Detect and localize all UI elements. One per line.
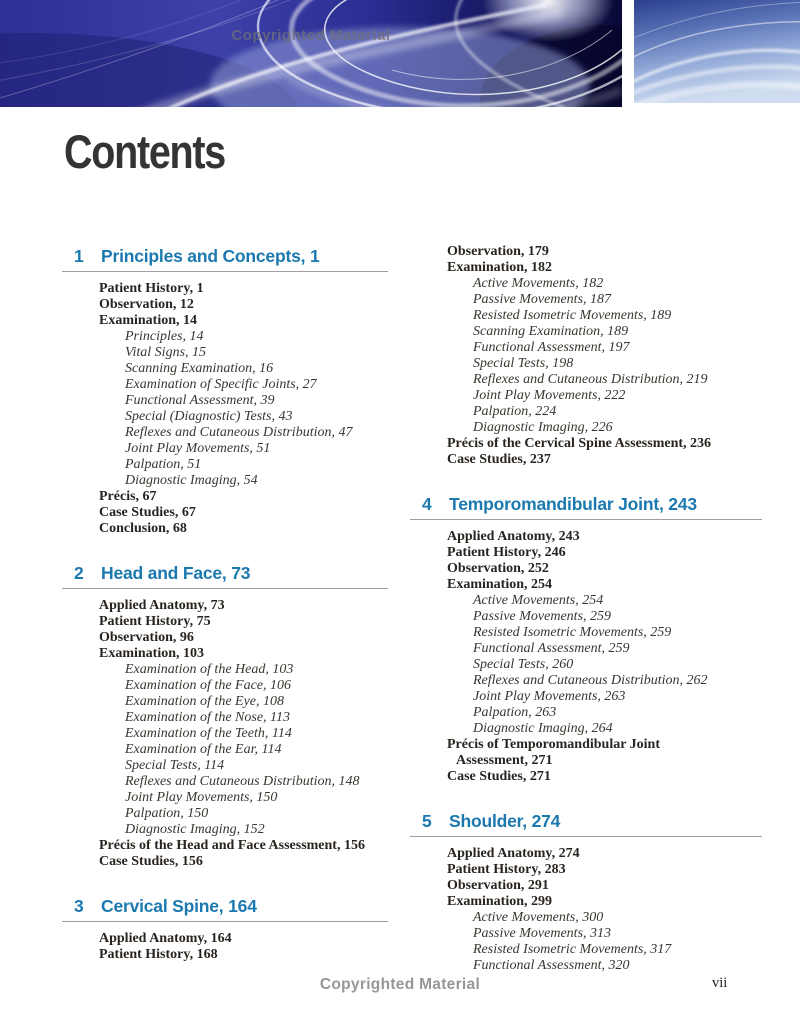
toc-entry: Examination of the Ear, 114 (125, 742, 282, 757)
toc-entry: Palpation, 150 (125, 806, 209, 821)
copyright-watermark-bottom: Copyrighted Material (319, 976, 481, 993)
toc-entry: Applied Anatomy, 73 (99, 598, 225, 613)
toc-entry: Joint Play Movements, 222 (473, 388, 626, 403)
chapter-heading (62, 896, 388, 922)
toc-entry: Scanning Examination, 16 (125, 361, 274, 376)
toc-entry: Palpation, 263 (473, 705, 557, 720)
toc-entry: Examination, 254 (447, 577, 553, 592)
toc-entry: Examination of Specific Joints, 27 (125, 377, 317, 392)
toc-entry: Special Tests, 198 (473, 356, 574, 371)
chapter-number: 5 (422, 811, 432, 831)
toc-entry: Examination, 103 (99, 646, 205, 661)
chapter-number: 3 (74, 896, 84, 916)
chapter-number: 2 (74, 563, 84, 583)
toc-entry: Active Movements, 254 (473, 593, 604, 608)
toc-entry: Examination, 182 (447, 260, 553, 275)
toc-entry: Palpation, 51 (125, 457, 202, 472)
toc-entry: Resisted Isometric Movements, 317 (473, 942, 672, 957)
toc-entry: Observation, 179 (447, 244, 549, 259)
toc-entry: Examination of the Nose, 113 (125, 710, 290, 725)
toc-entry: Observation, 291 (447, 878, 549, 893)
toc-entry: Examination of the Eye, 108 (125, 694, 285, 709)
toc-entry: Resisted Isometric Movements, 189 (473, 308, 672, 323)
chapter-title: Principles and Concepts, 1 (101, 246, 320, 266)
copyright-watermark-top: Copyrighted Material (231, 27, 391, 44)
toc-entry: Conclusion, 68 (99, 521, 187, 536)
toc-entry: Patient History, 168 (99, 947, 218, 962)
toc-entry: Passive Movements, 259 (473, 609, 612, 624)
toc-entry: Reflexes and Cutaneous Distribution, 148 (125, 774, 360, 789)
toc-entry: Applied Anatomy, 164 (99, 931, 232, 946)
toc-entry: Joint Play Movements, 51 (125, 441, 271, 456)
toc-entry: Patient History, 1 (99, 281, 204, 296)
chapter-heading (410, 811, 762, 837)
toc-entry: Examination of the Head, 103 (125, 662, 294, 677)
toc-entry: Diagnostic Imaging, 54 (125, 473, 258, 488)
toc-entry: Functional Assessment, 320 (473, 958, 630, 973)
toc-entry: Applied Anatomy, 274 (447, 846, 580, 861)
toc-entry: Reflexes and Cutaneous Distribution, 47 (125, 425, 353, 440)
header-artwork-right (634, 0, 800, 103)
toc-entry: Functional Assessment, 197 (473, 340, 630, 355)
toc-entry: Observation, 96 (99, 630, 194, 645)
toc-entry: Observation, 252 (447, 561, 549, 576)
toc-entry: Palpation, 224 (473, 404, 557, 419)
toc-entry: Observation, 12 (99, 297, 194, 312)
toc-entry: Diagnostic Imaging, 226 (473, 420, 613, 435)
toc-column-left (62, 246, 388, 963)
chapter-heading (62, 563, 388, 589)
toc-entry: Case Studies, 67 (99, 505, 196, 520)
toc-entry: Patient History, 75 (99, 614, 211, 629)
toc-entry: Active Movements, 182 (473, 276, 604, 291)
toc-entry: Reflexes and Cutaneous Distribution, 262 (473, 673, 708, 688)
toc-entry: Patient History, 246 (447, 545, 566, 560)
toc-entry: Case Studies, 156 (99, 854, 203, 869)
toc-entry: Examination, 299 (447, 894, 553, 909)
toc-entry: Passive Movements, 187 (473, 292, 612, 307)
toc-entry: Précis of the Head and Face Assessment, 156 (99, 838, 365, 853)
toc-entry: Resisted Isometric Movements, 259 (473, 625, 672, 640)
toc-entry: Assessment, 271 (456, 753, 553, 768)
toc-entry: Joint Play Movements, 263 (473, 689, 626, 704)
toc-entry: Diagnostic Imaging, 264 (473, 721, 613, 736)
toc-entry: Précis, 67 (99, 489, 157, 504)
toc-entry: Principles, 14 (125, 329, 204, 344)
toc-entry: Functional Assessment, 39 (125, 393, 275, 408)
chapter-title: Cervical Spine, 164 (101, 896, 257, 916)
chapter-number: 4 (422, 494, 432, 514)
chapter-title: Shoulder, 274 (449, 811, 561, 831)
toc-entry: Scanning Examination, 189 (473, 324, 629, 339)
toc-entry: Reflexes and Cutaneous Distribution, 219 (473, 372, 708, 387)
header-artwork-main (0, 0, 622, 107)
toc-entry: Patient History, 283 (447, 862, 566, 877)
page-number: vii (712, 975, 728, 991)
toc-entry: Joint Play Movements, 150 (125, 790, 278, 805)
toc-entry: Special Tests, 114 (125, 758, 225, 773)
toc-entry: Précis of the Cervical Spine Assessment, 236 (447, 436, 712, 451)
toc-entry: Vital Signs, 15 (125, 345, 207, 360)
toc-entry: Diagnostic Imaging, 152 (125, 822, 265, 837)
toc-entry: Passive Movements, 313 (473, 926, 612, 941)
toc-column-right (410, 244, 762, 974)
toc-entry: Précis of Temporomandibular Joint (447, 737, 661, 752)
toc-entry: Examination of the Teeth, 114 (125, 726, 292, 741)
toc-entry: Applied Anatomy, 243 (447, 529, 580, 544)
chapter-heading (410, 494, 762, 520)
toc-entry: Case Studies, 237 (447, 452, 551, 467)
chapter-number: 1 (74, 246, 84, 266)
toc-entry: Examination of the Face, 106 (125, 678, 292, 693)
chapter-heading (62, 246, 388, 272)
toc-entry: Functional Assessment, 259 (473, 641, 630, 656)
toc-entry: Examination, 14 (99, 313, 198, 328)
toc-entry: Case Studies, 271 (447, 769, 551, 784)
toc-entry: Special Tests, 260 (473, 657, 574, 672)
toc-entry: Active Movements, 300 (473, 910, 604, 925)
toc-entry: Special (Diagnostic) Tests, 43 (125, 409, 293, 424)
chapter-title: Temporomandibular Joint, 243 (449, 494, 697, 514)
chapter-title: Head and Face, 73 (101, 563, 251, 583)
page-title: Contents (64, 125, 225, 178)
